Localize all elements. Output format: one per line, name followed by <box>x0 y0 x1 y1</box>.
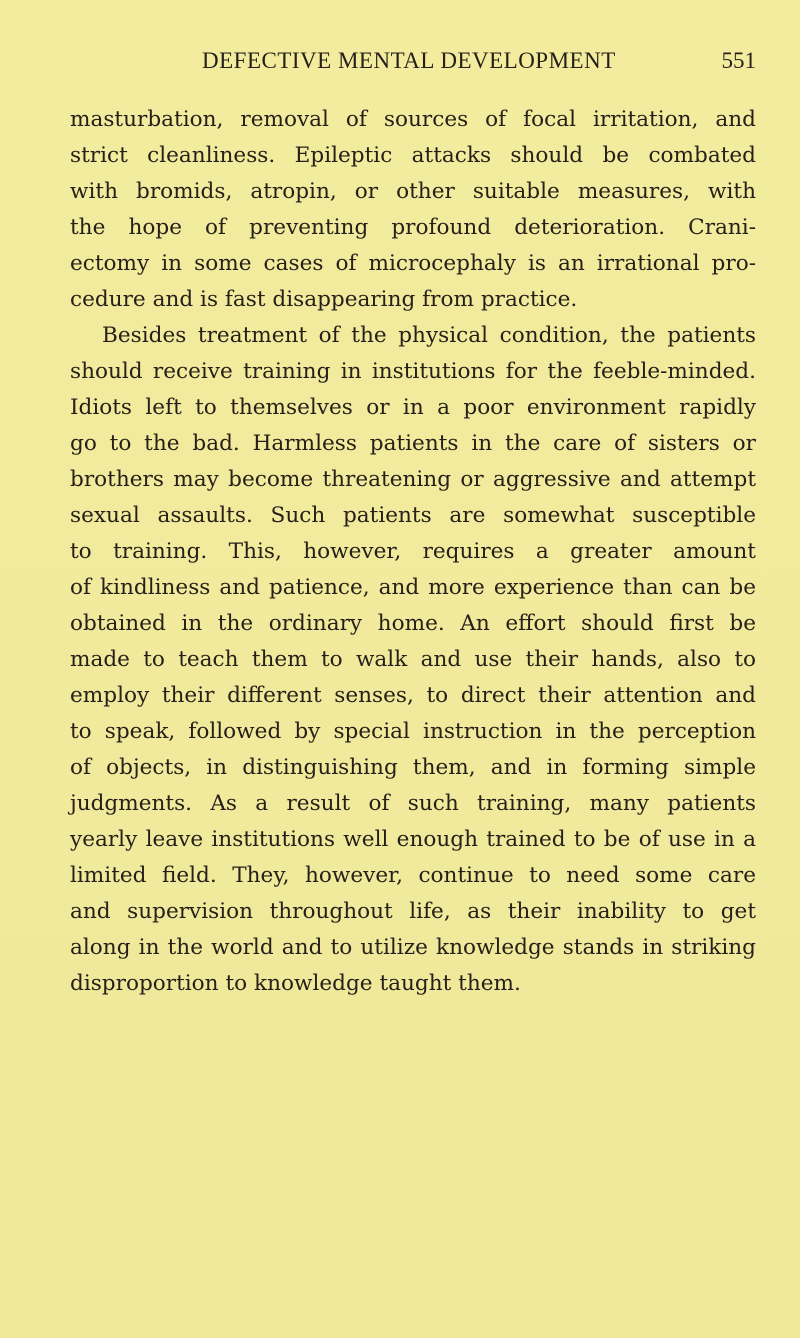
text-line: yearly leave institutions well enough trained to be of use in a <box>70 827 756 852</box>
text-line: should receive training in institutions for the feeble-minded. <box>70 359 756 384</box>
text-line: to speak, followed by special instruction in the perception <box>70 719 756 744</box>
text-line: masturbation, removal of sources of focal irritation, and <box>70 107 756 132</box>
text-line: Idiots left to themselves or in a poor environment rapidly <box>70 395 756 420</box>
text-line: to training. This, however, requires a greater amount <box>70 539 756 564</box>
paragraph-2 <box>70 318 756 1002</box>
text-line: disproportion to knowledge taught them. <box>70 971 521 996</box>
running-head <box>70 44 756 84</box>
text-line: ectomy in some cases of microcephaly is an irrational pro- <box>70 251 756 276</box>
text-line: cedure and is fast disappearing from practice. <box>70 287 578 312</box>
running-head-title: DEFECTIVE MENTAL DEVELOPMENT <box>202 48 616 73</box>
text-line: obtained in the ordinary home. An effort should first be <box>70 611 756 636</box>
page-number: 551 <box>721 48 756 73</box>
text-line: Besides treatment of the physical condition, the patients <box>102 323 756 348</box>
text-line: the hope of preventing profound deterioration. Crani- <box>70 215 756 240</box>
text-line: judgments. As a result of such training, many patients <box>70 791 756 816</box>
text-line: with bromids, atropin, or other suitable measures, with <box>70 179 756 204</box>
text-line: strict cleanliness. Epileptic attacks should be combated <box>70 143 756 168</box>
text-line: of kindliness and patience, and more experience than can be <box>70 575 756 600</box>
body-text <box>70 102 756 1002</box>
text-line: go to the bad. Harmless patients in the care of sisters or <box>70 431 756 456</box>
text-line: and supervision throughout life, as their inability to get <box>70 899 756 924</box>
text-line: made to teach them to walk and use their hands, also to <box>70 647 756 672</box>
text-line: sexual assaults. Such patients are somewhat susceptible <box>70 503 756 528</box>
text-line: along in the world and to utilize knowledge stands in striking <box>70 935 756 960</box>
text-line: of objects, in distinguishing them, and in forming simple <box>70 755 756 780</box>
paragraph-1 <box>70 102 756 318</box>
text-line: brothers may become threatening or aggressive and attempt <box>70 467 756 492</box>
text-line: limited field. They, however, continue to need some care <box>70 863 756 888</box>
text-line: employ their different senses, to direct their attention and <box>70 683 756 708</box>
